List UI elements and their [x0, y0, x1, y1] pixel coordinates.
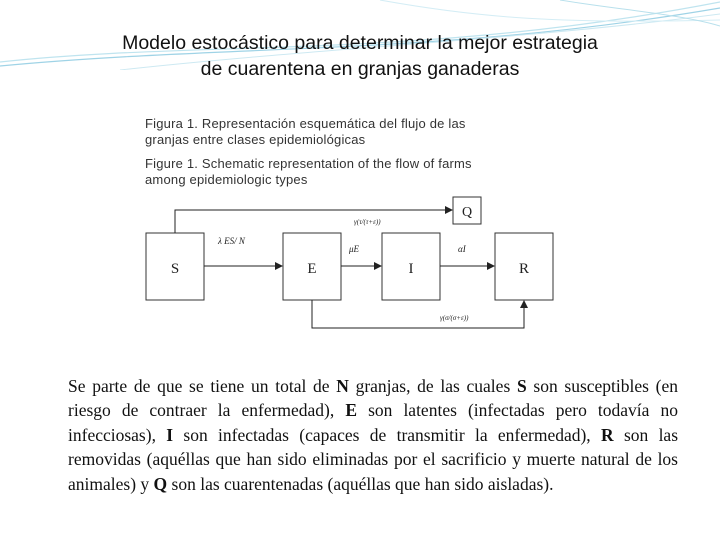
body-text-7: son las cuarentenadas (aquéllas que han sido aisladas). [167, 473, 554, 494]
figure-panel [130, 100, 578, 338]
body-text-6: son las removidas (aquéllas que han sido eliminadas por el sacrificio y muerte natural de los animales) y [68, 424, 679, 494]
title-line-2: de cuarentena en granjas ganaderas [200, 58, 520, 80]
description-paragraph [68, 374, 678, 496]
body-text-2: granjas, de las cuales [348, 376, 517, 396]
caption-es-line-2: granjas entre clases epidemiológicas [145, 132, 366, 147]
term-q: Q [153, 473, 168, 494]
term-s: S [516, 376, 527, 396]
rate-i-to-r: αI [458, 244, 466, 254]
flow-diagram [130, 100, 578, 338]
body-text-4: son latentes (infectadas pero todavía no infecciosas), [68, 400, 678, 445]
title-line-1: Modelo estocástico para determinar la mejor estrategia [122, 32, 598, 54]
node-e-label: E [307, 261, 317, 277]
rate-e-to-i: μE [349, 244, 360, 254]
slide-title [40, 30, 680, 82]
term-r: R [601, 424, 614, 445]
body-text-1: Se parte de que se tiene un total de [68, 376, 337, 396]
body-text-3: son susceptibles (en riesgo de contraer la enfermedad), [68, 376, 678, 421]
node-i-label: I [408, 261, 414, 277]
arrow-s-to-q [175, 210, 452, 233]
caption-en-line-2: among epidemiologic types [145, 172, 308, 187]
term-i: I [166, 424, 174, 445]
node-s-label: S [170, 261, 180, 277]
term-n: N [336, 376, 349, 396]
caption-en-line-1: Figure 1. Schematic representation of the flow of farms [145, 156, 472, 171]
caption-es-line-1: Figura 1. Representación esquemática del flujo de las [145, 116, 466, 131]
rate-to-q: γ(τ/(τ+ε)) [354, 218, 381, 226]
arrow-e-to-r [312, 300, 524, 328]
term-e: E [345, 400, 358, 421]
rate-s-to-e: λ ES/ N [218, 236, 245, 246]
node-q-label: Q [461, 205, 473, 220]
body-text-5: son infectadas (capaces de transmitir la enfermedad), [173, 424, 601, 445]
rate-q-to-r: γ(σ/(σ+ε)) [440, 314, 469, 322]
node-r-label: R [518, 261, 530, 277]
